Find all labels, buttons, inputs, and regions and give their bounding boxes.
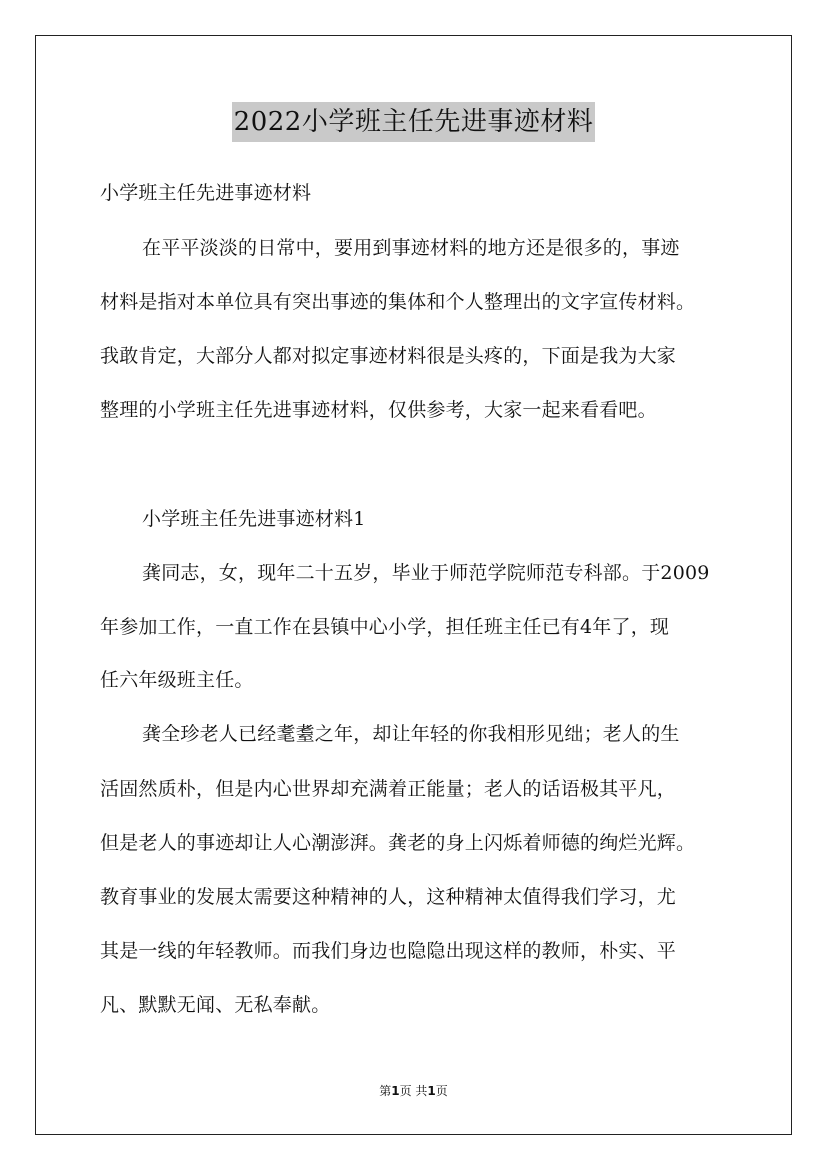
paragraph-line: 但是老人的事迹却让人心潮澎湃。龚老的身上闪烁着师德的绚烂光辉。 [100, 832, 696, 854]
paragraph-line: 龚同志，女，现年二十五岁，毕业于师范学院师范专科部。于2009 [142, 562, 710, 584]
intro-line: 我敢肯定，大部分人都对拟定事迹材料很是头疼的，下面是我为大家 [100, 345, 677, 367]
paragraph-line: 凡、默默无闻、无私奉献。 [100, 994, 331, 1016]
paragraph-line: 其是一线的年轻教师。而我们身边也隐隐出现这样的教师，朴实、平 [100, 940, 677, 962]
document-title: 2022小学班主任先进事迹材料 [232, 102, 596, 142]
page-prefix: 第 [379, 1084, 392, 1098]
page-footer [0, 1083, 827, 1099]
paragraph-line: 任六年级班主任。 [100, 669, 254, 691]
page-current: 1 [391, 1084, 400, 1098]
paragraph-line: 龚全珍老人已经耄耋之年，却让年轻的你我相形见绌；老人的生 [142, 723, 680, 745]
section-heading: 小学班主任先进事迹材料1 [142, 508, 366, 530]
page-suffix: 页 [435, 1084, 448, 1098]
intro-line: 整理的小学班主任先进事迹材料，仅供参考，大家一起来看看吧。 [100, 399, 657, 421]
document-subtitle: 小学班主任先进事迹材料 [100, 182, 312, 204]
page-mid: 页 共 [399, 1084, 428, 1098]
paragraph-line: 活固然质朴，但是内心世界却充满着正能量；老人的话语极其平凡， [100, 778, 677, 800]
paragraph-line: 年参加工作，一直工作在县镇中心小学，担任班主任已有4年了，现 [100, 616, 670, 638]
intro-line: 材料是指对本单位具有突出事迹的集体和个人整理出的文字宣传材料。 [100, 291, 696, 313]
title-container [0, 102, 827, 142]
page-total: 1 [427, 1084, 436, 1098]
paragraph-line: 教育事业的发展太需要这种精神的人，这种精神太值得我们学习，尤 [100, 886, 677, 908]
intro-line: 在平平淡淡的日常中，要用到事迹材料的地方还是很多的，事迹 [142, 237, 680, 259]
